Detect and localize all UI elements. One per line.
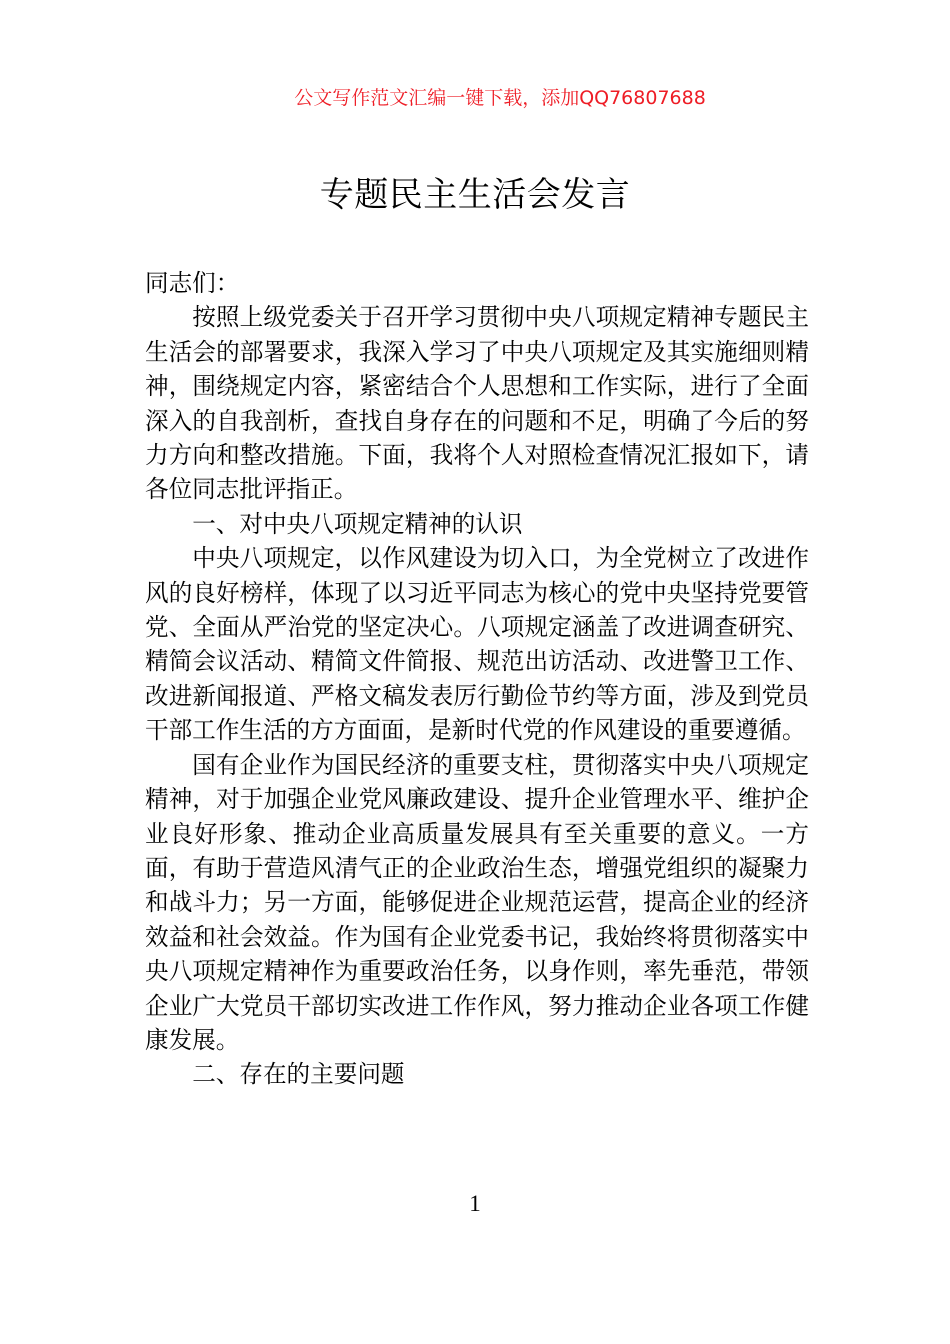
intro-paragraph: 按照上级党委关于召开学习贯彻中央八项规定精神专题民主生活会的部署要求，我深入学习了中央八项规定及其实施细则精神，围绕规定内容，紧密结合个人思想和工作实际，进行了全面深入的自我剖析，查找自身存在的问题和不足，明确了今后的努力方向和整改措施。下面，我将个人对照检查情况汇报如下，请各位同志批评指正。 <box>145 303 809 504</box>
page-title: 专题民主生活会发言 <box>319 175 631 215</box>
section-heading-1: 一、对中央八项规定精神的认识 <box>192 509 523 538</box>
download-banner: 公文写作范文汇编一键下载，添加QQ76807688 <box>294 87 706 109</box>
document-body <box>145 266 809 1092</box>
salutation: 同志们： <box>145 269 240 297</box>
body-paragraph: 中央八项规定，以作风建设为切入口，为全党树立了改进作风的良好榜样，体现了以习近平同志为核心的党中央坚持党要管党、全面从严治党的坚定决心。八项规定涵盖了改进调查研究、精简会议活动、精简文件简报、规范出访活动、改进警卫工作、改进新闻报道、严格文稿发表厉行勤俭节约等方面，涉及到党员干部工作生活的方方面面，是新时代党的作风建设的重要遵循。 <box>145 544 809 745</box>
page-number: 1 <box>469 1191 481 1216</box>
body-paragraph: 国有企业作为国民经济的重要支柱，贯彻落实中央八项规定精神，对于加强企业党风廉政建设、提升企业管理水平、维护企业良好形象、推动企业高质量发展具有至关重要的意义。一方面，有助于营造风清气正的企业政治生态，增强党组织的凝聚力和战斗力；另一方面，能够促进企业规范运营，提高企业的经济效益和社会效益。作为国有企业党委书记，我始终将贯彻落实中央八项规定精神作为重要政治任务，以身作则，率先垂范，带领企业广大党员干部切实改进工作作风，努力推动企业各项工作健康发展。 <box>145 750 809 1054</box>
section-heading-2: 二、存在的主要问题 <box>192 1060 405 1089</box>
